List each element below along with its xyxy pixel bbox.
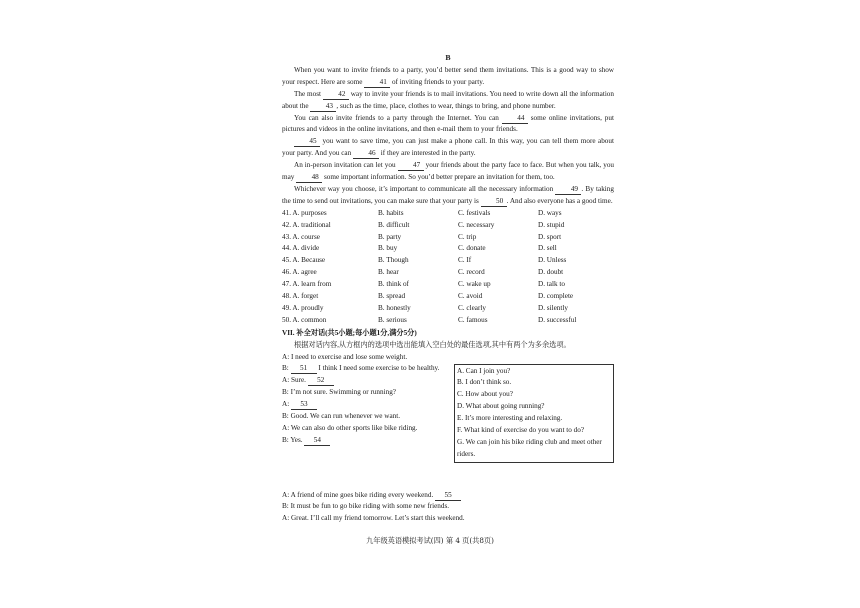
section-title: B: [445, 53, 451, 62]
box-option: G. We can join his bike riding club and meet other riders.: [457, 437, 602, 458]
option-row: [282, 243, 614, 255]
blank-48: 48: [296, 173, 322, 183]
option-a: 46. A. agree: [282, 268, 317, 277]
option-c: C. clearly: [458, 303, 486, 312]
dialog-line: B: It must be fun to go bike riding with some new friends.: [282, 502, 450, 511]
option-b: B. difficult: [378, 220, 410, 229]
dialog-line: [282, 375, 450, 387]
option-row: [282, 315, 614, 327]
box-option: B. I don’t think so.: [457, 378, 512, 387]
text: An in-person invitation can let you: [294, 161, 398, 170]
option-b: B. honestly: [378, 303, 411, 312]
blank-49: 49: [555, 185, 581, 195]
blank-53: 53: [291, 400, 317, 410]
option-b: B. buy: [378, 244, 398, 253]
text: , such as the time, place, clothes to wear, things to bring, and phone number.: [336, 101, 556, 110]
blank-52: 52: [308, 376, 334, 386]
text: some online invitations, put pictures and videos in the online invitations, and then e-mail them to your friends.: [282, 113, 614, 134]
option-a: 44. A. divide: [282, 244, 320, 253]
box-option: F. What kind of exercise do you want to do?: [457, 426, 585, 435]
option-b: B. habits: [378, 208, 404, 217]
dialog-line: [282, 399, 450, 411]
text: A: Sure.: [282, 376, 308, 385]
option-d: D. sport: [538, 232, 562, 241]
option-a: 48. A. forget: [282, 292, 319, 301]
dialog-line: A: I need to exercise and lose some weight.: [282, 352, 408, 361]
option-d: D. successful: [538, 315, 577, 324]
dialog-line: [282, 490, 614, 502]
dialog-line: A: We can also do other sports like bike riding.: [282, 423, 418, 432]
option-c: C. record: [458, 268, 485, 277]
blank-50: 50: [481, 197, 507, 207]
exam-page: [282, 52, 614, 525]
paragraph-6: [282, 184, 614, 208]
paragraph-3: [282, 113, 614, 137]
option-row: [282, 220, 614, 232]
paragraph-2: [282, 89, 614, 113]
option-d: D. ways: [538, 208, 562, 217]
option-d: D. Unless: [538, 256, 567, 265]
option-row: [282, 267, 614, 279]
option-b: B. serious: [378, 315, 407, 324]
text: of inviting friends to your party.: [390, 77, 485, 86]
option-d: D. sell: [538, 244, 557, 253]
page-footer: 九年级英语模拟考试(四) 第 4 页(共8页): [366, 536, 494, 545]
text: B:: [282, 364, 291, 373]
blank-46: 46: [353, 149, 379, 159]
blank-41: 41: [364, 78, 390, 88]
option-c: C. famous: [458, 315, 488, 324]
blank-55: 55: [435, 491, 461, 501]
option-row: [282, 232, 614, 244]
option-b: B. party: [378, 232, 402, 241]
text: . By taking the time to send out invitations, you can make sure that your party is: [282, 184, 614, 205]
dialog-line: B: I’m not sure. Swimming or running?: [282, 388, 396, 397]
option-row: [282, 279, 614, 291]
option-c: C. avoid: [458, 292, 483, 301]
text: When you want to invite friends to a party, you’d better send them invitations. This is a good way to show your respect. Here are some: [282, 65, 614, 86]
option-row: [282, 255, 614, 267]
box-option: A. Can I join you?: [457, 366, 511, 375]
option-a: 50. A. common: [282, 315, 327, 324]
text: You can also invite friends to a party through the Internet. You can: [294, 113, 502, 122]
text: some important information. So you’d better prepare an invitation for them, too.: [322, 173, 555, 182]
option-row: [282, 303, 614, 315]
text: your friends about the party face to face. But when you talk, you may: [282, 161, 615, 182]
paragraph-5: [282, 160, 614, 184]
text: way to invite your friends is to mail invitations. You need to write down all the information about the: [282, 89, 614, 110]
option-row: [282, 208, 614, 220]
option-c: C. wake up: [458, 280, 491, 289]
option-a: 43. A. course: [282, 232, 320, 241]
option-a: 47. A. learn from: [282, 280, 332, 289]
text: I think I need some exercise to be healthy.: [316, 364, 440, 373]
option-d: D. doubt: [538, 268, 564, 277]
option-d: D. complete: [538, 292, 574, 301]
options-box: [454, 364, 614, 463]
blank-43: 43: [310, 102, 336, 112]
blank-54: 54: [304, 436, 330, 446]
dialog-lines: [282, 352, 450, 447]
option-table: [282, 208, 614, 327]
option-a: 45. A. Because: [282, 256, 326, 265]
option-d: D. silently: [538, 303, 568, 312]
part-7-instruction: 根据对话内容,从方框内的选项中选出能填入空白处的最佳选项,其中有两个为多余选项。: [294, 340, 571, 349]
text: . And also everyone has a good time.: [506, 196, 613, 205]
paragraph-4: [282, 136, 614, 160]
dialog-line: [282, 363, 450, 375]
dialog-line: A: Great. I’ll call my friend tomorrow. Let’s start this weekend.: [282, 514, 465, 523]
option-c: C. necessary: [458, 220, 495, 229]
option-d: D. stupid: [538, 220, 565, 229]
blank-47: 47: [398, 161, 424, 171]
dialog-line: B: Good. We can run whenever we want.: [282, 412, 401, 421]
option-c: C. donate: [458, 244, 486, 253]
blank-42: 42: [323, 90, 349, 100]
dialog-line: [282, 435, 450, 447]
option-c: C. festivals: [458, 208, 491, 217]
part-7-heading: VII. 补全对话(共5小题;每小题1分,满分5分): [282, 328, 417, 337]
text: A: A friend of mine goes bike riding every weekend.: [282, 490, 436, 499]
option-b: B. hear: [378, 268, 399, 277]
box-option: D. What about going running?: [457, 402, 545, 411]
blank-44: 44: [502, 114, 528, 124]
option-row: [282, 291, 614, 303]
text: you want to save time, you can just make a phone call. In this way, you can tell them more about your party. And you can: [282, 137, 614, 158]
option-c: C. If: [458, 256, 472, 265]
blank-45: 45: [294, 137, 320, 147]
option-a: 42. A. traditional: [282, 220, 331, 229]
option-b: B. think of: [378, 280, 409, 289]
text: B: Yes.: [282, 435, 305, 444]
option-d: D. talk to: [538, 280, 565, 289]
option-a: 49. A. proudly: [282, 303, 324, 312]
text: A:: [282, 400, 291, 409]
text: if they are interested in the party.: [379, 149, 476, 158]
option-c: C. trip: [458, 232, 477, 241]
text: Whichever way you choose, it’s important to communicate all the necessary information: [294, 184, 556, 193]
option-b: B. spread: [378, 292, 406, 301]
text: The most: [294, 89, 323, 98]
option-b: B. Though: [378, 256, 409, 265]
option-a: 41. A. purposes: [282, 208, 327, 217]
dialog-section: [282, 352, 614, 490]
box-option: C. How about you?: [457, 390, 513, 399]
paragraph-1: [282, 65, 614, 89]
box-option: E. It’s more interesting and relaxing.: [457, 414, 563, 423]
blank-51: 51: [291, 364, 317, 374]
